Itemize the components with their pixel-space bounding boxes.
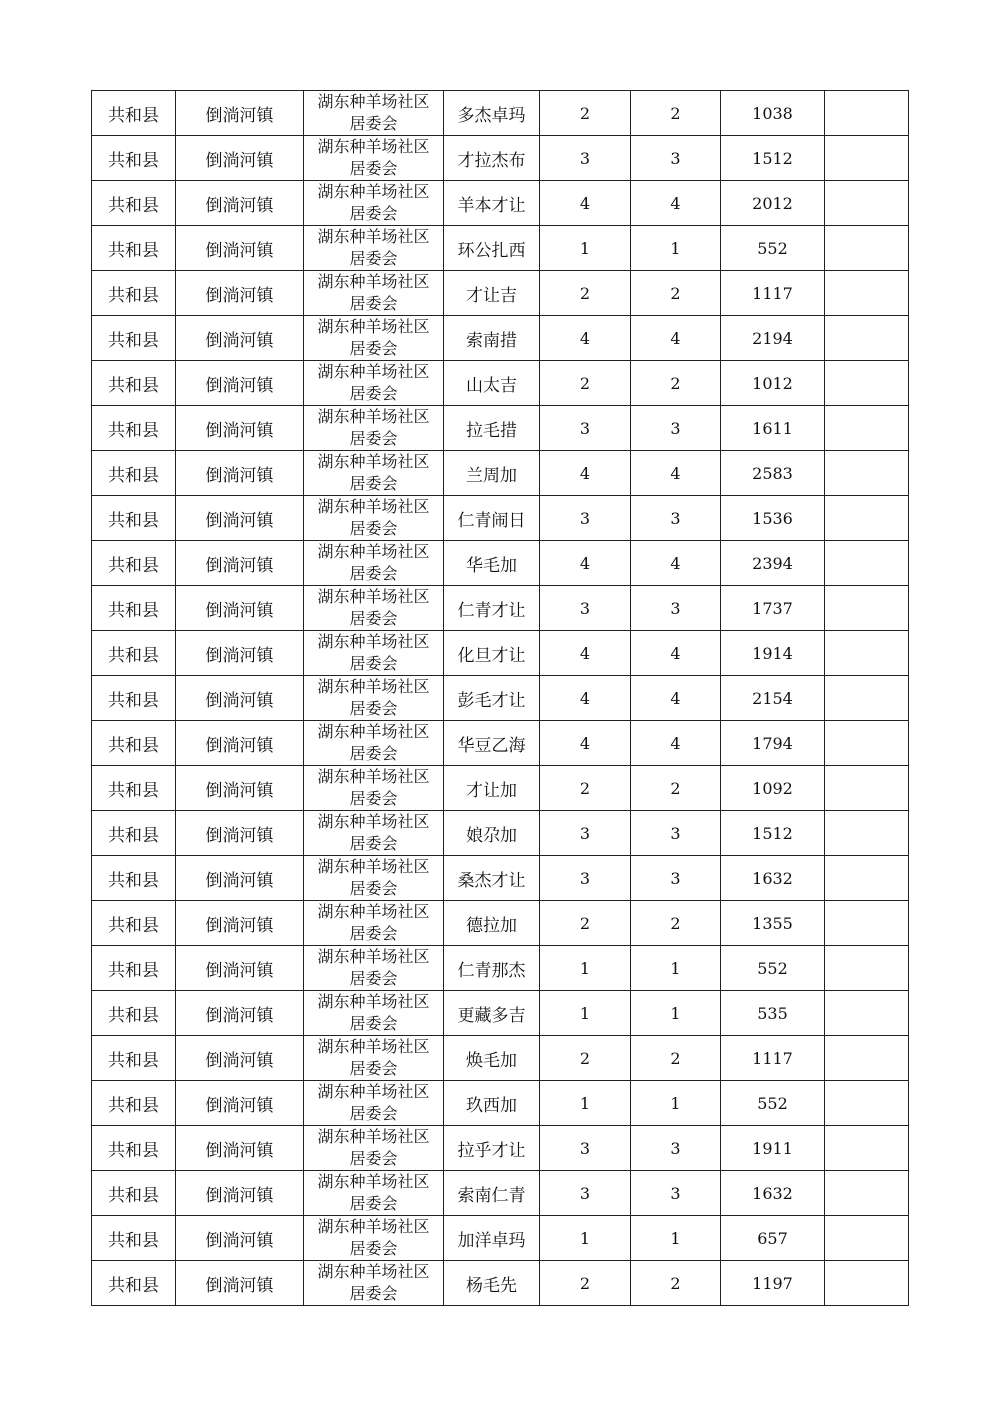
note-cell — [825, 271, 909, 316]
household-count-cell: 3 — [540, 586, 631, 631]
community-name-line2: 居委会 — [349, 1194, 398, 1213]
amount-cell: 2583 — [721, 451, 825, 496]
table-row — [92, 901, 909, 946]
table-row — [92, 496, 909, 541]
note-cell — [825, 316, 909, 361]
town-cell: 倒淌河镇 — [176, 856, 304, 901]
community-cell — [304, 856, 444, 901]
table-row — [92, 181, 909, 226]
town-cell: 倒淌河镇 — [176, 946, 304, 991]
name-cell: 山太吉 — [444, 361, 540, 406]
community-name-line1: 湖东种羊场社区 — [317, 317, 430, 336]
community-name-line1: 湖东种羊场社区 — [317, 722, 430, 741]
person-count-cell: 4 — [631, 181, 721, 226]
household-count-cell: 2 — [540, 766, 631, 811]
community-name-line2: 居委会 — [349, 1239, 398, 1258]
name-cell: 羊本才让 — [444, 181, 540, 226]
amount-cell: 2012 — [721, 181, 825, 226]
table-row — [92, 136, 909, 181]
county-cell: 共和县 — [92, 1036, 176, 1081]
community-name-line1: 湖东种羊场社区 — [317, 947, 430, 966]
subsidy-roster-table — [91, 90, 909, 1306]
town-cell: 倒淌河镇 — [176, 541, 304, 586]
amount-cell: 552 — [721, 946, 825, 991]
community-name-line2: 居委会 — [349, 834, 398, 853]
note-cell — [825, 136, 909, 181]
town-cell: 倒淌河镇 — [176, 766, 304, 811]
community-name-line2: 居委会 — [349, 519, 398, 538]
county-cell: 共和县 — [92, 316, 176, 361]
note-cell — [825, 181, 909, 226]
person-count-cell: 2 — [631, 766, 721, 811]
community-cell — [304, 946, 444, 991]
name-cell: 玖西加 — [444, 1081, 540, 1126]
community-name-line1: 湖东种羊场社区 — [317, 407, 430, 426]
community-name-line2: 居委会 — [349, 1014, 398, 1033]
person-count-cell: 2 — [631, 361, 721, 406]
household-count-cell: 2 — [540, 901, 631, 946]
person-count-cell: 2 — [631, 91, 721, 136]
amount-cell: 1512 — [721, 811, 825, 856]
community-cell — [304, 91, 444, 136]
household-count-cell: 1 — [540, 1216, 631, 1261]
household-count-cell: 4 — [540, 316, 631, 361]
table-row — [92, 1216, 909, 1261]
amount-cell: 1117 — [721, 271, 825, 316]
note-cell — [825, 721, 909, 766]
county-cell: 共和县 — [92, 856, 176, 901]
community-name-line1: 湖东种羊场社区 — [317, 677, 430, 696]
community-cell — [304, 586, 444, 631]
note-cell — [825, 1261, 909, 1306]
person-count-cell: 3 — [631, 496, 721, 541]
roster-body — [92, 91, 909, 1306]
household-count-cell: 4 — [540, 631, 631, 676]
town-cell: 倒淌河镇 — [176, 361, 304, 406]
table-row — [92, 406, 909, 451]
town-cell: 倒淌河镇 — [176, 1216, 304, 1261]
community-name-line1: 湖东种羊场社区 — [317, 1217, 430, 1236]
household-count-cell: 4 — [540, 721, 631, 766]
name-cell: 德拉加 — [444, 901, 540, 946]
amount-cell: 552 — [721, 226, 825, 271]
table-row — [92, 991, 909, 1036]
table-row — [92, 1081, 909, 1126]
name-cell: 彭毛才让 — [444, 676, 540, 721]
community-cell — [304, 1126, 444, 1171]
community-name-line1: 湖东种羊场社区 — [317, 587, 430, 606]
community-cell — [304, 226, 444, 271]
community-name-line1: 湖东种羊场社区 — [317, 1082, 430, 1101]
community-cell — [304, 1261, 444, 1306]
household-count-cell: 3 — [540, 1171, 631, 1216]
town-cell: 倒淌河镇 — [176, 676, 304, 721]
amount-cell: 1038 — [721, 91, 825, 136]
note-cell — [825, 91, 909, 136]
community-name-line2: 居委会 — [349, 609, 398, 628]
table-row — [92, 586, 909, 631]
amount-cell: 1012 — [721, 361, 825, 406]
county-cell: 共和县 — [92, 226, 176, 271]
community-name-line2: 居委会 — [349, 114, 398, 133]
community-cell — [304, 721, 444, 766]
household-count-cell: 1 — [540, 226, 631, 271]
county-cell: 共和县 — [92, 496, 176, 541]
community-name-line2: 居委会 — [349, 1059, 398, 1078]
household-count-cell: 2 — [540, 1036, 631, 1081]
community-cell — [304, 901, 444, 946]
community-cell — [304, 1171, 444, 1216]
name-cell: 仁青闹日 — [444, 496, 540, 541]
community-name-line1: 湖东种羊场社区 — [317, 137, 430, 156]
community-name-line2: 居委会 — [349, 384, 398, 403]
community-name-line2: 居委会 — [349, 339, 398, 358]
person-count-cell: 4 — [631, 541, 721, 586]
community-name-line1: 湖东种羊场社区 — [317, 857, 430, 876]
town-cell: 倒淌河镇 — [176, 1126, 304, 1171]
town-cell: 倒淌河镇 — [176, 1261, 304, 1306]
community-name-line1: 湖东种羊场社区 — [317, 1262, 430, 1281]
town-cell: 倒淌河镇 — [176, 1171, 304, 1216]
household-count-cell: 1 — [540, 991, 631, 1036]
note-cell — [825, 676, 909, 721]
table-row — [92, 811, 909, 856]
name-cell: 才让吉 — [444, 271, 540, 316]
community-name-line2: 居委会 — [349, 699, 398, 718]
note-cell — [825, 1036, 909, 1081]
table-row — [92, 1261, 909, 1306]
community-name-line1: 湖东种羊场社区 — [317, 812, 430, 831]
note-cell — [825, 541, 909, 586]
county-cell: 共和县 — [92, 541, 176, 586]
county-cell: 共和县 — [92, 1216, 176, 1261]
county-cell: 共和县 — [92, 631, 176, 676]
person-count-cell: 3 — [631, 811, 721, 856]
note-cell — [825, 1126, 909, 1171]
county-cell: 共和县 — [92, 136, 176, 181]
name-cell: 焕毛加 — [444, 1036, 540, 1081]
community-name-line2: 居委会 — [349, 654, 398, 673]
person-count-cell: 4 — [631, 316, 721, 361]
county-cell: 共和县 — [92, 586, 176, 631]
community-name-line2: 居委会 — [349, 249, 398, 268]
table-row — [92, 766, 909, 811]
community-cell — [304, 181, 444, 226]
person-count-cell: 4 — [631, 721, 721, 766]
amount-cell: 535 — [721, 991, 825, 1036]
household-count-cell: 1 — [540, 1081, 631, 1126]
county-cell: 共和县 — [92, 181, 176, 226]
table-row — [92, 856, 909, 901]
amount-cell: 1536 — [721, 496, 825, 541]
table-row — [92, 721, 909, 766]
table-row — [92, 1171, 909, 1216]
community-name-line1: 湖东种羊场社区 — [317, 92, 430, 111]
town-cell: 倒淌河镇 — [176, 721, 304, 766]
community-name-line1: 湖东种羊场社区 — [317, 992, 430, 1011]
table-row — [92, 1126, 909, 1171]
name-cell: 索南仁青 — [444, 1171, 540, 1216]
name-cell: 华毛加 — [444, 541, 540, 586]
note-cell — [825, 1081, 909, 1126]
person-count-cell: 1 — [631, 946, 721, 991]
community-name-line2: 居委会 — [349, 924, 398, 943]
amount-cell: 2154 — [721, 676, 825, 721]
household-count-cell: 3 — [540, 1126, 631, 1171]
community-cell — [304, 136, 444, 181]
amount-cell: 1737 — [721, 586, 825, 631]
town-cell: 倒淌河镇 — [176, 991, 304, 1036]
table-row — [92, 361, 909, 406]
community-name-line2: 居委会 — [349, 429, 398, 448]
note-cell — [825, 361, 909, 406]
county-cell: 共和县 — [92, 1261, 176, 1306]
community-name-line2: 居委会 — [349, 1104, 398, 1123]
town-cell: 倒淌河镇 — [176, 1081, 304, 1126]
town-cell: 倒淌河镇 — [176, 226, 304, 271]
community-name-line1: 湖东种羊场社区 — [317, 632, 430, 651]
name-cell: 多杰卓玛 — [444, 91, 540, 136]
note-cell — [825, 811, 909, 856]
community-name-line1: 湖东种羊场社区 — [317, 767, 430, 786]
community-name-line1: 湖东种羊场社区 — [317, 227, 430, 246]
community-name-line2: 居委会 — [349, 474, 398, 493]
table-row — [92, 631, 909, 676]
amount-cell: 1512 — [721, 136, 825, 181]
table-row — [92, 946, 909, 991]
community-name-line2: 居委会 — [349, 159, 398, 178]
note-cell — [825, 1171, 909, 1216]
town-cell: 倒淌河镇 — [176, 496, 304, 541]
community-name-line2: 居委会 — [349, 294, 398, 313]
town-cell: 倒淌河镇 — [176, 586, 304, 631]
community-cell — [304, 766, 444, 811]
community-cell — [304, 316, 444, 361]
county-cell: 共和县 — [92, 91, 176, 136]
amount-cell: 1117 — [721, 1036, 825, 1081]
note-cell — [825, 631, 909, 676]
town-cell: 倒淌河镇 — [176, 181, 304, 226]
note-cell — [825, 991, 909, 1036]
community-name-line1: 湖东种羊场社区 — [317, 1172, 430, 1191]
person-count-cell: 2 — [631, 1036, 721, 1081]
amount-cell: 1632 — [721, 856, 825, 901]
town-cell: 倒淌河镇 — [176, 271, 304, 316]
household-count-cell: 3 — [540, 136, 631, 181]
town-cell: 倒淌河镇 — [176, 1036, 304, 1081]
person-count-cell: 3 — [631, 586, 721, 631]
table-row — [92, 91, 909, 136]
person-count-cell: 2 — [631, 901, 721, 946]
person-count-cell: 1 — [631, 226, 721, 271]
community-name-line1: 湖东种羊场社区 — [317, 497, 430, 516]
community-cell — [304, 1036, 444, 1081]
town-cell: 倒淌河镇 — [176, 451, 304, 496]
community-name-line1: 湖东种羊场社区 — [317, 1127, 430, 1146]
community-name-line2: 居委会 — [349, 1284, 398, 1303]
table-row — [92, 1036, 909, 1081]
community-cell — [304, 271, 444, 316]
table-row — [92, 451, 909, 496]
table-row — [92, 316, 909, 361]
county-cell: 共和县 — [92, 766, 176, 811]
amount-cell: 1911 — [721, 1126, 825, 1171]
community-name-line2: 居委会 — [349, 879, 398, 898]
community-name-line1: 湖东种羊场社区 — [317, 542, 430, 561]
person-count-cell: 1 — [631, 1216, 721, 1261]
note-cell — [825, 226, 909, 271]
community-name-line1: 湖东种羊场社区 — [317, 1037, 430, 1056]
name-cell: 拉毛措 — [444, 406, 540, 451]
table-row — [92, 271, 909, 316]
name-cell: 桑杰才让 — [444, 856, 540, 901]
person-count-cell: 4 — [631, 676, 721, 721]
community-cell — [304, 676, 444, 721]
note-cell — [825, 946, 909, 991]
name-cell: 才让加 — [444, 766, 540, 811]
household-count-cell: 2 — [540, 271, 631, 316]
community-name-line1: 湖东种羊场社区 — [317, 272, 430, 291]
household-count-cell: 4 — [540, 451, 631, 496]
county-cell: 共和县 — [92, 811, 176, 856]
note-cell — [825, 586, 909, 631]
town-cell: 倒淌河镇 — [176, 901, 304, 946]
community-name-line1: 湖东种羊场社区 — [317, 182, 430, 201]
town-cell: 倒淌河镇 — [176, 91, 304, 136]
household-count-cell: 2 — [540, 1261, 631, 1306]
community-name-line1: 湖东种羊场社区 — [317, 902, 430, 921]
amount-cell: 2394 — [721, 541, 825, 586]
amount-cell: 2194 — [721, 316, 825, 361]
note-cell — [825, 901, 909, 946]
note-cell — [825, 766, 909, 811]
household-count-cell: 3 — [540, 856, 631, 901]
community-cell — [304, 541, 444, 586]
community-cell — [304, 451, 444, 496]
community-cell — [304, 496, 444, 541]
name-cell: 兰周加 — [444, 451, 540, 496]
amount-cell: 1092 — [721, 766, 825, 811]
community-name-line2: 居委会 — [349, 564, 398, 583]
county-cell: 共和县 — [92, 946, 176, 991]
household-count-cell: 4 — [540, 181, 631, 226]
table-row — [92, 226, 909, 271]
community-cell — [304, 1216, 444, 1261]
name-cell: 化旦才让 — [444, 631, 540, 676]
household-count-cell: 1 — [540, 946, 631, 991]
community-name-line2: 居委会 — [349, 1149, 398, 1168]
note-cell — [825, 451, 909, 496]
community-name-line2: 居委会 — [349, 744, 398, 763]
county-cell: 共和县 — [92, 1126, 176, 1171]
community-name-line2: 居委会 — [349, 969, 398, 988]
note-cell — [825, 1216, 909, 1261]
table-row — [92, 676, 909, 721]
name-cell: 加洋卓玛 — [444, 1216, 540, 1261]
community-name-line2: 居委会 — [349, 789, 398, 808]
household-count-cell: 3 — [540, 406, 631, 451]
name-cell: 拉乎才让 — [444, 1126, 540, 1171]
person-count-cell: 3 — [631, 136, 721, 181]
person-count-cell: 4 — [631, 451, 721, 496]
amount-cell: 1611 — [721, 406, 825, 451]
town-cell: 倒淌河镇 — [176, 316, 304, 361]
county-cell: 共和县 — [92, 451, 176, 496]
name-cell: 华豆乙海 — [444, 721, 540, 766]
amount-cell: 1197 — [721, 1261, 825, 1306]
person-count-cell: 2 — [631, 271, 721, 316]
community-cell — [304, 631, 444, 676]
note-cell — [825, 856, 909, 901]
county-cell: 共和县 — [92, 406, 176, 451]
name-cell: 杨毛先 — [444, 1261, 540, 1306]
amount-cell: 1632 — [721, 1171, 825, 1216]
amount-cell: 657 — [721, 1216, 825, 1261]
person-count-cell: 3 — [631, 1126, 721, 1171]
community-name-line1: 湖东种羊场社区 — [317, 362, 430, 381]
community-cell — [304, 1081, 444, 1126]
town-cell: 倒淌河镇 — [176, 811, 304, 856]
household-count-cell: 2 — [540, 361, 631, 406]
person-count-cell: 3 — [631, 856, 721, 901]
community-cell — [304, 811, 444, 856]
community-cell — [304, 991, 444, 1036]
county-cell: 共和县 — [92, 1171, 176, 1216]
person-count-cell: 3 — [631, 1171, 721, 1216]
community-cell — [304, 406, 444, 451]
household-count-cell: 4 — [540, 676, 631, 721]
community-name-line1: 湖东种羊场社区 — [317, 452, 430, 471]
community-cell — [304, 361, 444, 406]
amount-cell: 552 — [721, 1081, 825, 1126]
name-cell: 仁青才让 — [444, 586, 540, 631]
name-cell: 环公扎西 — [444, 226, 540, 271]
person-count-cell: 1 — [631, 1081, 721, 1126]
person-count-cell: 2 — [631, 1261, 721, 1306]
table-row — [92, 541, 909, 586]
name-cell: 才拉杰布 — [444, 136, 540, 181]
county-cell: 共和县 — [92, 991, 176, 1036]
amount-cell: 1914 — [721, 631, 825, 676]
person-count-cell: 4 — [631, 631, 721, 676]
note-cell — [825, 406, 909, 451]
household-count-cell: 3 — [540, 811, 631, 856]
county-cell: 共和县 — [92, 901, 176, 946]
household-count-cell: 2 — [540, 91, 631, 136]
town-cell: 倒淌河镇 — [176, 406, 304, 451]
name-cell: 索南措 — [444, 316, 540, 361]
name-cell: 娘尕加 — [444, 811, 540, 856]
household-count-cell: 3 — [540, 496, 631, 541]
name-cell: 仁青那杰 — [444, 946, 540, 991]
county-cell: 共和县 — [92, 676, 176, 721]
county-cell: 共和县 — [92, 721, 176, 766]
person-count-cell: 1 — [631, 991, 721, 1036]
town-cell: 倒淌河镇 — [176, 631, 304, 676]
county-cell: 共和县 — [92, 361, 176, 406]
name-cell: 更藏多吉 — [444, 991, 540, 1036]
county-cell: 共和县 — [92, 1081, 176, 1126]
county-cell: 共和县 — [92, 271, 176, 316]
household-count-cell: 4 — [540, 541, 631, 586]
town-cell: 倒淌河镇 — [176, 136, 304, 181]
community-name-line2: 居委会 — [349, 204, 398, 223]
amount-cell: 1355 — [721, 901, 825, 946]
amount-cell: 1794 — [721, 721, 825, 766]
note-cell — [825, 496, 909, 541]
person-count-cell: 3 — [631, 406, 721, 451]
